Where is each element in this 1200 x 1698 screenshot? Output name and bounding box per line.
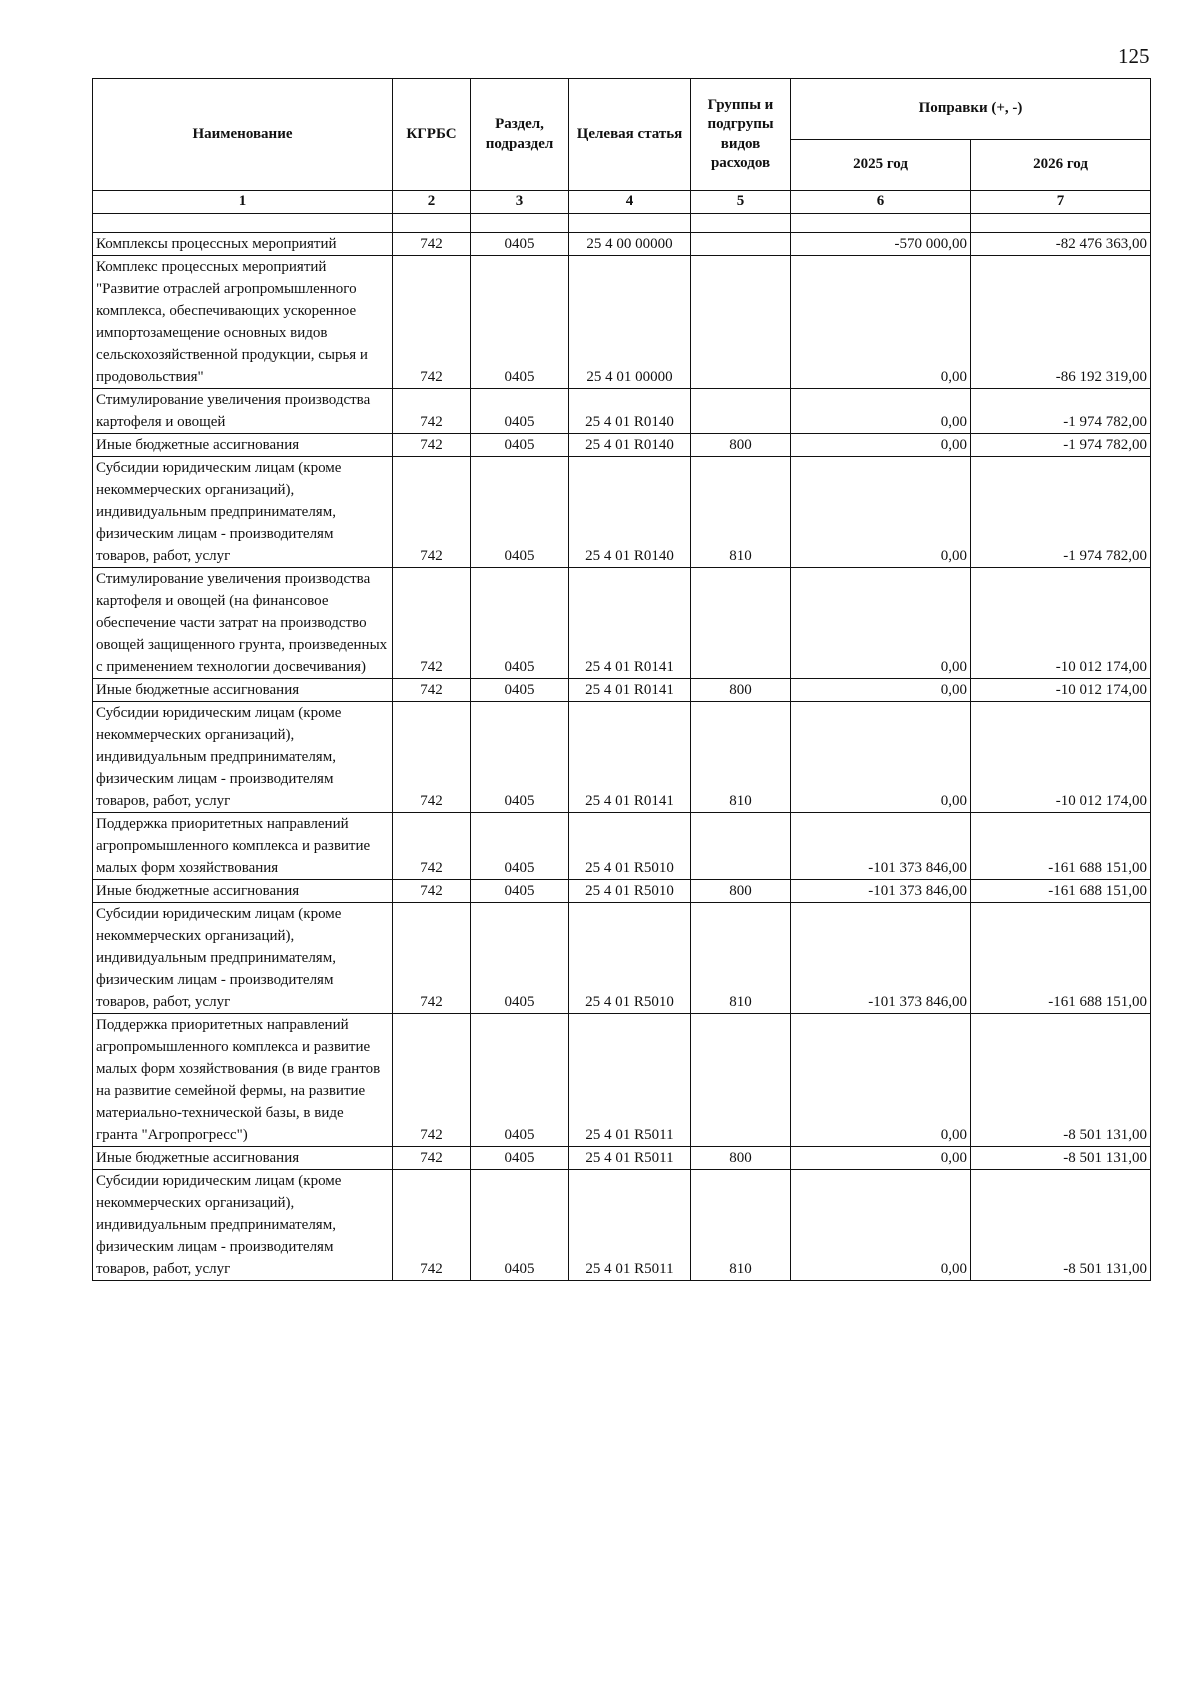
table-row	[93, 880, 1151, 903]
column-number: 5	[691, 191, 791, 214]
row-amount-2026: -82 476 363,00	[971, 233, 1151, 256]
row-amount-2025: 0,00	[791, 1170, 971, 1281]
row-kgrbs: 742	[393, 813, 471, 880]
table-row	[93, 457, 1151, 568]
row-kgrbs: 742	[393, 1014, 471, 1147]
row-article: 25 4 01 R5011	[569, 1014, 691, 1147]
row-group: 800	[691, 880, 791, 903]
row-section: 0405	[471, 1147, 569, 1170]
row-name: Стимулирование увеличения производства картофеля и овощей (на финансовое обеспечение части затрат на производство овощей защищенного грунта, произведенных с применением технологии досвечивания)	[93, 568, 393, 679]
row-name: Субсидии юридическим лицам (кроме некоммерческих организаций), индивидуальным предпринимателям, физическим лицам - производителям товаров, работ, услуг	[93, 1170, 393, 1281]
row-amount-2026: -161 688 151,00	[971, 903, 1151, 1014]
column-number: 3	[471, 191, 569, 214]
row-group	[691, 233, 791, 256]
table-row	[93, 903, 1151, 1014]
row-article: 25 4 01 R0141	[569, 702, 691, 813]
row-amount-2025: -101 373 846,00	[791, 813, 971, 880]
row-article: 25 4 01 R5011	[569, 1170, 691, 1281]
row-kgrbs: 742	[393, 256, 471, 389]
row-name: Иные бюджетные ассигнования	[93, 880, 393, 903]
row-kgrbs: 742	[393, 233, 471, 256]
row-section: 0405	[471, 1170, 569, 1281]
row-amount-2025: -101 373 846,00	[791, 880, 971, 903]
column-number: 2	[393, 191, 471, 214]
row-amount-2025: -570 000,00	[791, 233, 971, 256]
row-group	[691, 813, 791, 880]
table-row	[93, 256, 1151, 389]
row-amount-2026: -8 501 131,00	[971, 1170, 1151, 1281]
row-name: Стимулирование увеличения производства картофеля и овощей	[93, 389, 393, 434]
row-amount-2025: 0,00	[791, 457, 971, 568]
row-group: 810	[691, 1170, 791, 1281]
row-amount-2026: -161 688 151,00	[971, 813, 1151, 880]
row-kgrbs: 742	[393, 389, 471, 434]
table-row	[93, 233, 1151, 256]
row-amount-2025: 0,00	[791, 568, 971, 679]
budget-amendments-table	[92, 78, 1151, 1281]
row-section: 0405	[471, 389, 569, 434]
row-group: 810	[691, 903, 791, 1014]
row-group	[691, 389, 791, 434]
row-kgrbs: 742	[393, 702, 471, 813]
table-body	[93, 214, 1151, 1281]
row-amount-2025: 0,00	[791, 1014, 971, 1147]
row-section: 0405	[471, 233, 569, 256]
column-number-row	[93, 191, 1151, 214]
row-section: 0405	[471, 679, 569, 702]
table-row	[93, 1014, 1151, 1147]
table-row	[93, 1147, 1151, 1170]
spacer-row	[93, 214, 1151, 233]
row-name: Поддержка приоритетных направлений агропромышленного комплекса и развитие малых форм хозяйствования (в виде грантов на развитие семейной фермы, на развитие материально-технической базы, в виде гранта "Агропрогресс")	[93, 1014, 393, 1147]
row-kgrbs: 742	[393, 903, 471, 1014]
row-amount-2025: -101 373 846,00	[791, 903, 971, 1014]
row-amount-2025: 0,00	[791, 389, 971, 434]
table-row	[93, 434, 1151, 457]
row-section: 0405	[471, 813, 569, 880]
row-article: 25 4 01 R0140	[569, 434, 691, 457]
row-group	[691, 256, 791, 389]
row-section: 0405	[471, 256, 569, 389]
row-amount-2026: -86 192 319,00	[971, 256, 1151, 389]
row-section: 0405	[471, 880, 569, 903]
row-article: 25 4 01 R0141	[569, 679, 691, 702]
row-group: 810	[691, 702, 791, 813]
row-amount-2025: 0,00	[791, 1147, 971, 1170]
row-article: 25 4 01 R0140	[569, 389, 691, 434]
table-row	[93, 813, 1151, 880]
row-amount-2026: -1 974 782,00	[971, 457, 1151, 568]
page-number: 125	[1118, 44, 1150, 68]
row-group	[691, 1014, 791, 1147]
row-amount-2026: -10 012 174,00	[971, 679, 1151, 702]
row-article: 25 4 01 R5010	[569, 813, 691, 880]
row-amount-2026: -10 012 174,00	[971, 702, 1151, 813]
row-name: Субсидии юридическим лицам (кроме некоммерческих организаций), индивидуальным предпринимателям, физическим лицам - производителям товаров, работ, услуг	[93, 903, 393, 1014]
table-row	[93, 568, 1151, 679]
row-article: 25 4 00 00000	[569, 233, 691, 256]
header-amendments: Поправки (+, -)	[791, 79, 1151, 140]
row-section: 0405	[471, 702, 569, 813]
row-group: 800	[691, 1147, 791, 1170]
row-article: 25 4 01 R0140	[569, 457, 691, 568]
row-amount-2025: 0,00	[791, 434, 971, 457]
row-amount-2026: -1 974 782,00	[971, 434, 1151, 457]
header-name: Наименование	[93, 79, 393, 191]
row-name: Поддержка приоритетных направлений агропромышленного комплекса и развитие малых форм хозяйствования	[93, 813, 393, 880]
row-section: 0405	[471, 434, 569, 457]
header-row-top	[93, 79, 1151, 140]
row-name: Субсидии юридическим лицам (кроме некоммерческих организаций), индивидуальным предпринимателям, физическим лицам - производителям товаров, работ, услуг	[93, 702, 393, 813]
column-number: 7	[971, 191, 1151, 214]
row-amount-2026: -1 974 782,00	[971, 389, 1151, 434]
row-group: 810	[691, 457, 791, 568]
row-name: Субсидии юридическим лицам (кроме некоммерческих организаций), индивидуальным предпринимателям, физическим лицам - производителям товаров, работ, услуг	[93, 457, 393, 568]
row-kgrbs: 742	[393, 457, 471, 568]
row-article: 25 4 01 R5010	[569, 903, 691, 1014]
header-groups: Группы и подгрупы видов расходов	[691, 79, 791, 191]
row-article: 25 4 01 R0141	[569, 568, 691, 679]
row-article: 25 4 01 00000	[569, 256, 691, 389]
header-article: Целевая статья	[569, 79, 691, 191]
row-section: 0405	[471, 568, 569, 679]
row-name: Иные бюджетные ассигнования	[93, 679, 393, 702]
row-section: 0405	[471, 457, 569, 568]
row-kgrbs: 742	[393, 568, 471, 679]
row-amount-2026: -10 012 174,00	[971, 568, 1151, 679]
table-row	[93, 389, 1151, 434]
row-kgrbs: 742	[393, 1170, 471, 1281]
row-amount-2026: -8 501 131,00	[971, 1014, 1151, 1147]
row-kgrbs: 742	[393, 880, 471, 903]
row-article: 25 4 01 R5011	[569, 1147, 691, 1170]
row-group	[691, 568, 791, 679]
row-section: 0405	[471, 1014, 569, 1147]
table-row	[93, 702, 1151, 813]
row-name: Комплекс процессных мероприятий "Развитие отраслей агропромышленного комплекса, обеспечивающих ускоренное импортозамещение основных видов сельскохозяйственной продукции, сырья и продовольствия"	[93, 256, 393, 389]
column-number: 6	[791, 191, 971, 214]
row-section: 0405	[471, 903, 569, 1014]
column-number: 1	[93, 191, 393, 214]
header-kgrbs: КГРБС	[393, 79, 471, 191]
row-amount-2026: -161 688 151,00	[971, 880, 1151, 903]
row-amount-2025: 0,00	[791, 702, 971, 813]
row-kgrbs: 742	[393, 679, 471, 702]
table-row	[93, 1170, 1151, 1281]
row-name: Иные бюджетные ассигнования	[93, 1147, 393, 1170]
row-group: 800	[691, 434, 791, 457]
row-amount-2025: 0,00	[791, 679, 971, 702]
row-amount-2026: -8 501 131,00	[971, 1147, 1151, 1170]
row-article: 25 4 01 R5010	[569, 880, 691, 903]
table-row	[93, 679, 1151, 702]
row-group: 800	[691, 679, 791, 702]
row-kgrbs: 742	[393, 434, 471, 457]
column-number: 4	[569, 191, 691, 214]
row-name: Комплексы процессных мероприятий	[93, 233, 393, 256]
header-year-2025: 2025 год	[791, 140, 971, 191]
row-kgrbs: 742	[393, 1147, 471, 1170]
header-year-2026: 2026 год	[971, 140, 1151, 191]
header-section: Раздел, подраздел	[471, 79, 569, 191]
row-amount-2025: 0,00	[791, 256, 971, 389]
row-name: Иные бюджетные ассигнования	[93, 434, 393, 457]
